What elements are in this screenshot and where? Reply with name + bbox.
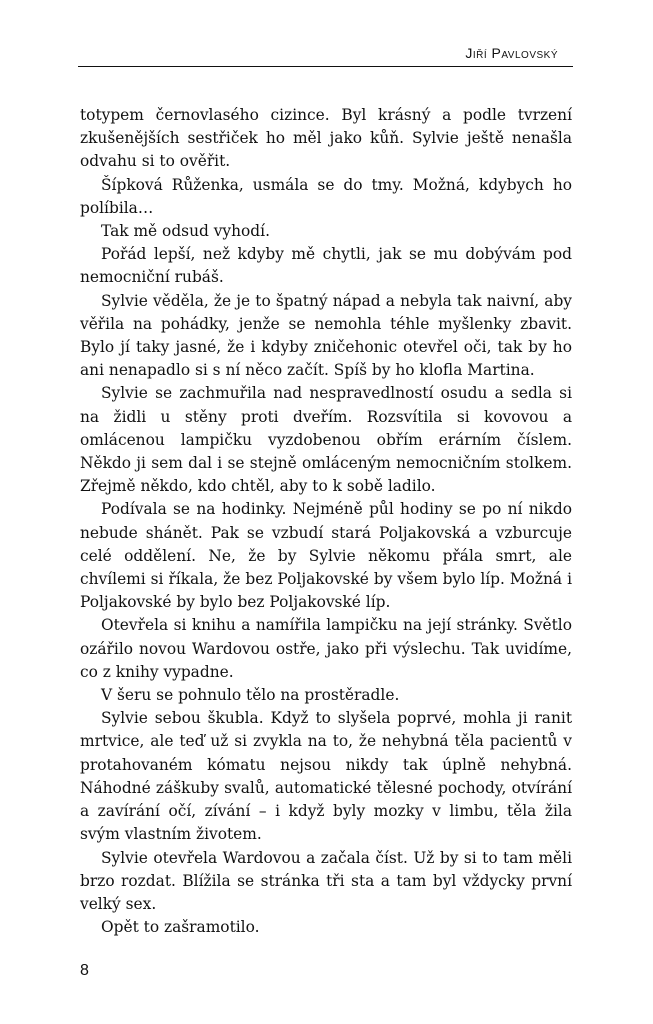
paragraph: Tak mě odsud vyhodí. [101, 222, 270, 241]
body-text [80, 104, 572, 939]
header-rule [78, 66, 573, 67]
paragraph: Sylvie otevřela Wardovou a začala číst. Už by si to tam měli brzo rozdat. Blížila se stránka tři sta a tam byl vždycky první velký sex. [80, 848, 572, 913]
paragraph: Opět to zašramotilo. [101, 918, 260, 937]
paragraph: Sylvie věděla, že je to špatný nápad a nebyla tak naivní, aby věřila na pohádky, jenže se nemohla téhle myšlenky zbavit. Bylo jí taky jasné, že i kdyby zničehonic otevřel oči, tak by ho ani nenapadlo si s ní něco začít. Spíš by ho klofla Martina. [80, 291, 572, 380]
paragraph: Sylvie se zachmuřila nad nespravedlností osudu a sedla si na židli u stěny proti dveřím. Rozsvítila si kovovou a omlácenou lampičku vyzdobenou obřím erárním číslem. Někdo ji sem dal i se stejně omláceným nemocničním stolkem. Zřejmě někdo, kdo chtěl, aby to k sobě ladilo. [80, 384, 572, 496]
paragraph: totypem černovlasého cizince. Byl krásný a podle tvrzení zkušenějších sestřiček ho měl jako kůň. Sylvie ještě nenašla odvahu si to ověřit. [80, 106, 572, 171]
paragraph: Pořád lepší, než kdyby mě chytli, jak se mu dobývám pod nemocniční rubáš. [80, 245, 572, 287]
page-number: 8 [80, 962, 89, 979]
paragraph: Podívala se na hodinky. Nejméně půl hodiny se po ní nikdo nebude shánět. Pak se vzbudí stará Poljakovská a vzburcuje celé oddělení. Ne, že by Sylvie někomu přála smrt, ale chvílemi si říkala, že bez Poljakovské by všem bylo líp. Možná i Poljakovské by bylo bez Poljakovské líp. [80, 500, 572, 612]
paragraph: Sylvie sebou škubla. Když to slyšela poprvé, mohla ji ranit mrtvice, ale teď už si zvykla na to, že nehybná těla pacientů v protahovaném kómatu nejsou nikdy tak úplně nehybná. Náhodné záškuby svalů, automatické tělesné pochody, otvírání a zavírání očí, zívání – i když byly mozky v limbu, těla žila svým vlastním životem. [80, 709, 572, 844]
running-head: Jiří Pavlovský [465, 45, 558, 61]
paragraph: Šípková Růženka, usmála se do tmy. Možná, kdybych ho políbila… [80, 175, 572, 217]
paragraph: Otevřela si knihu a namířila lampičku na její stránky. Světlo ozářilo novou Wardovou ostře, jako při výslechu. Tak uvidíme, co z knihy vypadne. [80, 616, 572, 681]
paragraph: V šeru se pohnulo tělo na prostěradle. [101, 686, 400, 705]
